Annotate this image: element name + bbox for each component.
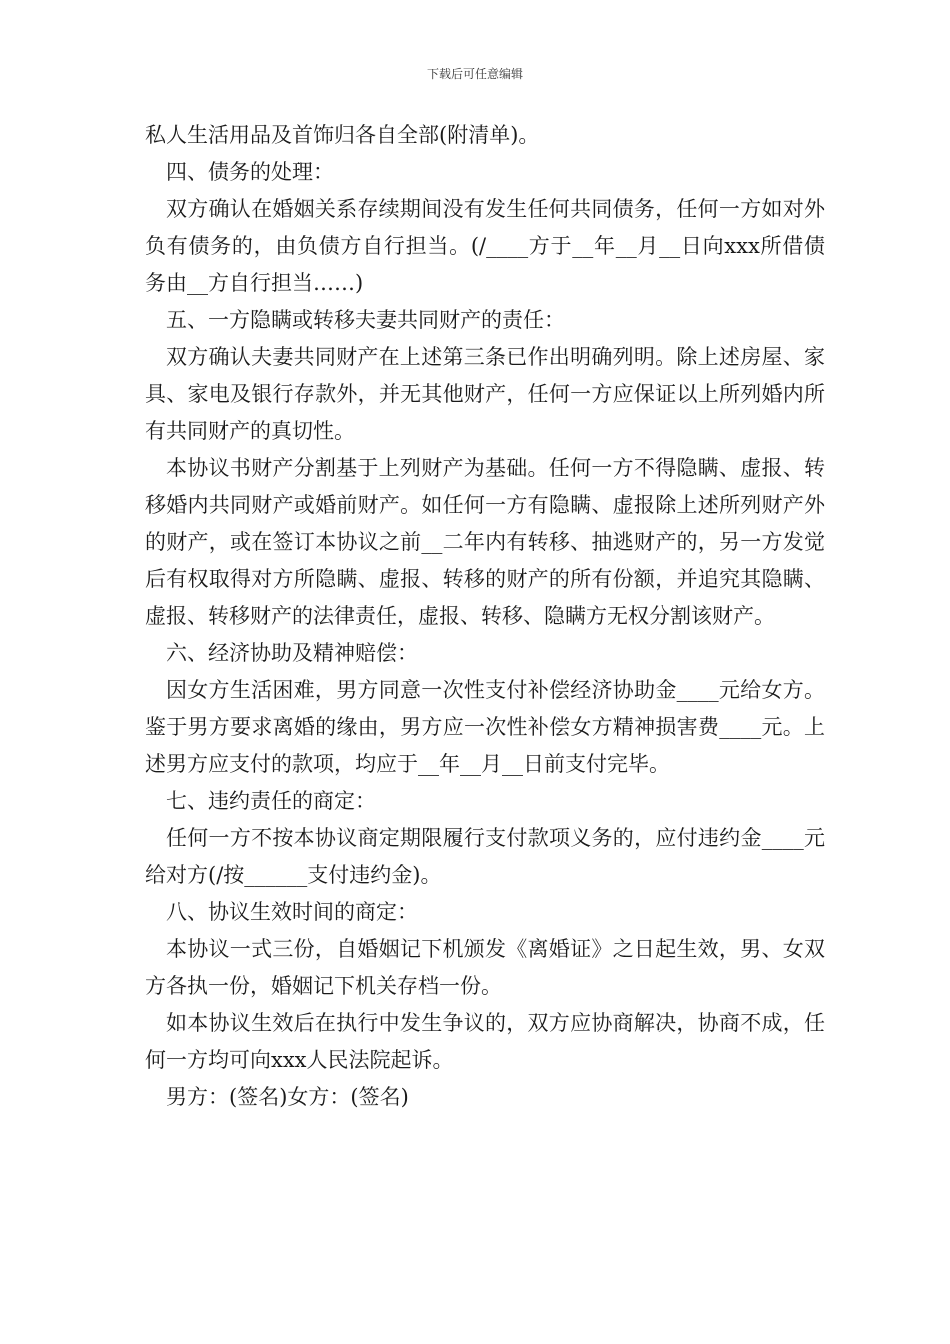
paragraph-personal-items: 私人生活用品及首饰归各自全部(附清单)。 (145, 123, 540, 147)
paragraph-breach: 任何一方不按本协议商定期限履行支付款项义务的，应付违约金____元给对方(/按______支付违约金)。 (145, 826, 825, 887)
signature-line: 男方：(签名)女方：(签名) (166, 1085, 409, 1109)
paragraph-compensation: 因女方生活困难，男方同意一次性支付补偿经济协助金____元给女方。鉴于男方要求离婚的缘由，男方应一次性补偿女方精神损害费____元。上述男方应支付的款项，均应于__年__月__日前支付完毕。 (145, 678, 825, 776)
section-heading-concealment: 五、一方隐瞒或转移夫妻共同财产的责任： (166, 308, 565, 332)
paragraph-dispute: 如本协议生效后在执行中发生争议的，双方应协商解决，协商不成，任何一方均可向xxx人民法院起诉。 (145, 1011, 825, 1072)
paragraph-concealment-confirm: 双方确认夫妻共同财产在上述第三条已作出明确列明。除上述房屋、家具、家电及银行存款外，并无其他财产，任何一方应保证以上所列婚内所有共同财产的真切性。 (145, 345, 825, 443)
agreement-body (145, 117, 825, 1116)
paragraph-concealment-liability: 本协议书财产分割基于上列财产为基础。任何一方不得隐瞒、虚报、转移婚内共同财产或婚前财产。如任何一方有隐瞒、虚报除上述所列财产外的财产，或在签订本协议之前__二年内有转移、抽逃财产的，另一方发觉后有权取得对方所隐瞒、虚报、转移的财产的所有份额，并追究其隐瞒、虚报、转移财产的法律责任，虚报、转移、隐瞒方无权分割该财产。 (145, 456, 825, 628)
paragraph-debts: 双方确认在婚姻关系存续期间没有发生任何共同债务，任何一方如对外负有债务的，由负债方自行担当。(/____方于__年__月__日向xxx所借债务由__方自行担当……) (145, 197, 825, 295)
section-heading-effective-date: 八、协议生效时间的商定： (166, 900, 418, 924)
section-heading-compensation: 六、经济协助及精神赔偿： (166, 641, 418, 665)
page-header-note: 下载后可任意编辑 (426, 67, 523, 81)
section-heading-breach: 七、违约责任的商定： (166, 789, 376, 813)
paragraph-effective-date: 本协议一式三份，自婚姻记下机颁发《离婚证》之日起生效，男、女双方各执一份，婚姻记下机关存档一份。 (145, 937, 825, 998)
section-heading-debts: 四、债务的处理： (166, 160, 334, 184)
